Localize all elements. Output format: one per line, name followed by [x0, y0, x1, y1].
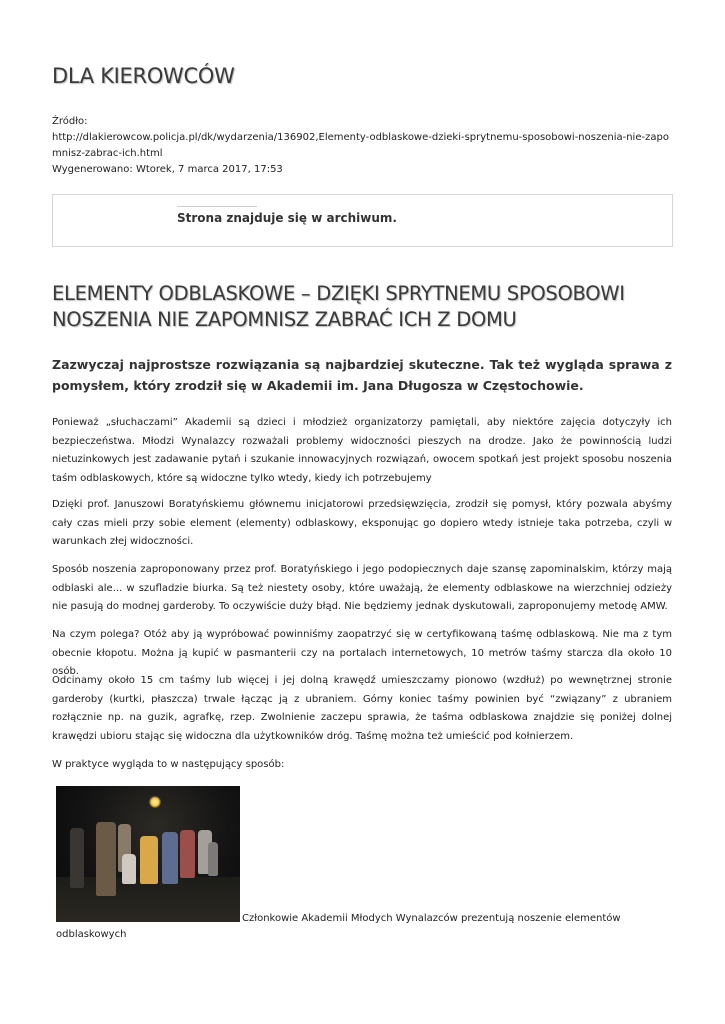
- photo-caption-block: [56, 911, 656, 943]
- article-title: ELEMENTY ODBLASKOWE – DZIĘKI SPRYTNEMU SPOSOBOWI NOSZENIA NIE ZAPOMNISZ ZABRAĆ ICH Z DOMU: [52, 282, 625, 331]
- person-figure: [96, 822, 116, 896]
- site-title: DLA KIEROWCÓW: [52, 64, 235, 88]
- source-url[interactable]: http://dlakierowcow.policja.pl/dk/wydarzenia/136902,Elementy-odblaskowe-dzieki-sprytnemu-sposobowi-noszenia-nie-zapomnisz-zabrac-ich.html: [52, 132, 669, 159]
- article-paragraph: Sposób noszenia zaproponowany przez prof. Boratyńskiego i jego podopiecznych daje szansę zapominalskim, którzy mają odblaski ale... w szufladzie biurka. Są też niestety osoby, które uważają, że elementy odblaskowe na wierzchniej odzieży nie pasują do modnej garderoby. To oczywiście duży błąd. Nie będziemy jednak dyskutowali, zaproponujemy metodę AMW.: [52, 564, 672, 612]
- person-figure: [162, 832, 178, 884]
- person-figure: [70, 828, 84, 888]
- article-paragraph: W praktyce wygląda to w następujący sposób:: [52, 759, 285, 770]
- article-lead: Zazwyczaj najprostsze rozwiązania są najbardziej skuteczne. Tak też wygląda sprawa z pomysłem, który zrodził się w Akademii im. Jana Długosza w Częstochowie.: [52, 357, 672, 393]
- photo-caption: Członkowie Akademii Młodych Wynalazców prezentują noszenie elementów odblaskowych: [56, 913, 621, 940]
- person-figure: [180, 830, 195, 878]
- archive-notice: Strona znajduje się w archiwum.: [177, 211, 397, 225]
- archive-notice-box: [52, 194, 673, 247]
- person-figure: [140, 836, 158, 884]
- article-paragraph: Na czym polega? Otóż aby ją wypróbować powinniśmy zaopatrzyć się w certyfikowaną taśmę odblaskową. Nie ma z tym obecnie kłopotu. Można ją kupić w pasmanterii czy na portalach internetowych, 10 metrów taśmy starcza dla około 10 osób.: [52, 629, 672, 677]
- article-paragraph: Dzięki prof. Januszowi Boratyńskiemu głównemu inicjatorowi przedsięwzięcia, zrodził się pomysł, który pozwala abyśmy cały czas mieli przy sobie element (elementy) odblaskowy, eksponując go dopiero wtedy istnieje taka potrzeba, czyli w warunkach złej widoczności.: [52, 499, 672, 547]
- street-lamp-light: [149, 796, 161, 808]
- source-label: Źródło:: [52, 116, 88, 127]
- article-paragraph: Ponieważ „słuchaczami” Akademii są dzieci i młodzież organizatorzy pamiętali, aby niektóre zajęcia dotyczyły ich bezpieczeństwa. Młodzi Wynalazcy rozważali problemy widoczności pieszych na drodze. Jako że powinnością ludzi nietuzinkowych jest zadawanie pytań i szukanie innowacyjnych rozwiązań, owocem spotkań jest projekt sposobu noszenia taśm odblaskowych, które są widoczne tylko wtedy, kiedy ich potrzebujemy: [52, 417, 672, 484]
- article-paragraph: Odcinamy około 15 cm taśmy lub więcej i jej dolną krawędź umieszczamy pionowo (wzdłuż) po wewnętrznej stronie garderoby (kurtki, płaszcza) trwale łącząc ją z ubraniem. Górny koniec taśmy powinien być “związany” z ubraniem rozłącznie np. na guzik, agrafkę, rzep. Zwolnienie zaczepu sprawia, że taśma odblaskowa znajdzie się poniżej dolnej krawędzi ubioru stając się widoczna dla użytkowników dróg. Taśmę można też umieścić pod kołnierzem.: [52, 675, 672, 742]
- source-meta: [52, 114, 674, 178]
- person-figure: [208, 842, 218, 876]
- person-figure: [122, 854, 136, 884]
- generated-date: Wygenerowano: Wtorek, 7 marca 2017, 17:53: [52, 164, 283, 175]
- archive-divider: [177, 206, 257, 207]
- article-photo: [56, 786, 240, 922]
